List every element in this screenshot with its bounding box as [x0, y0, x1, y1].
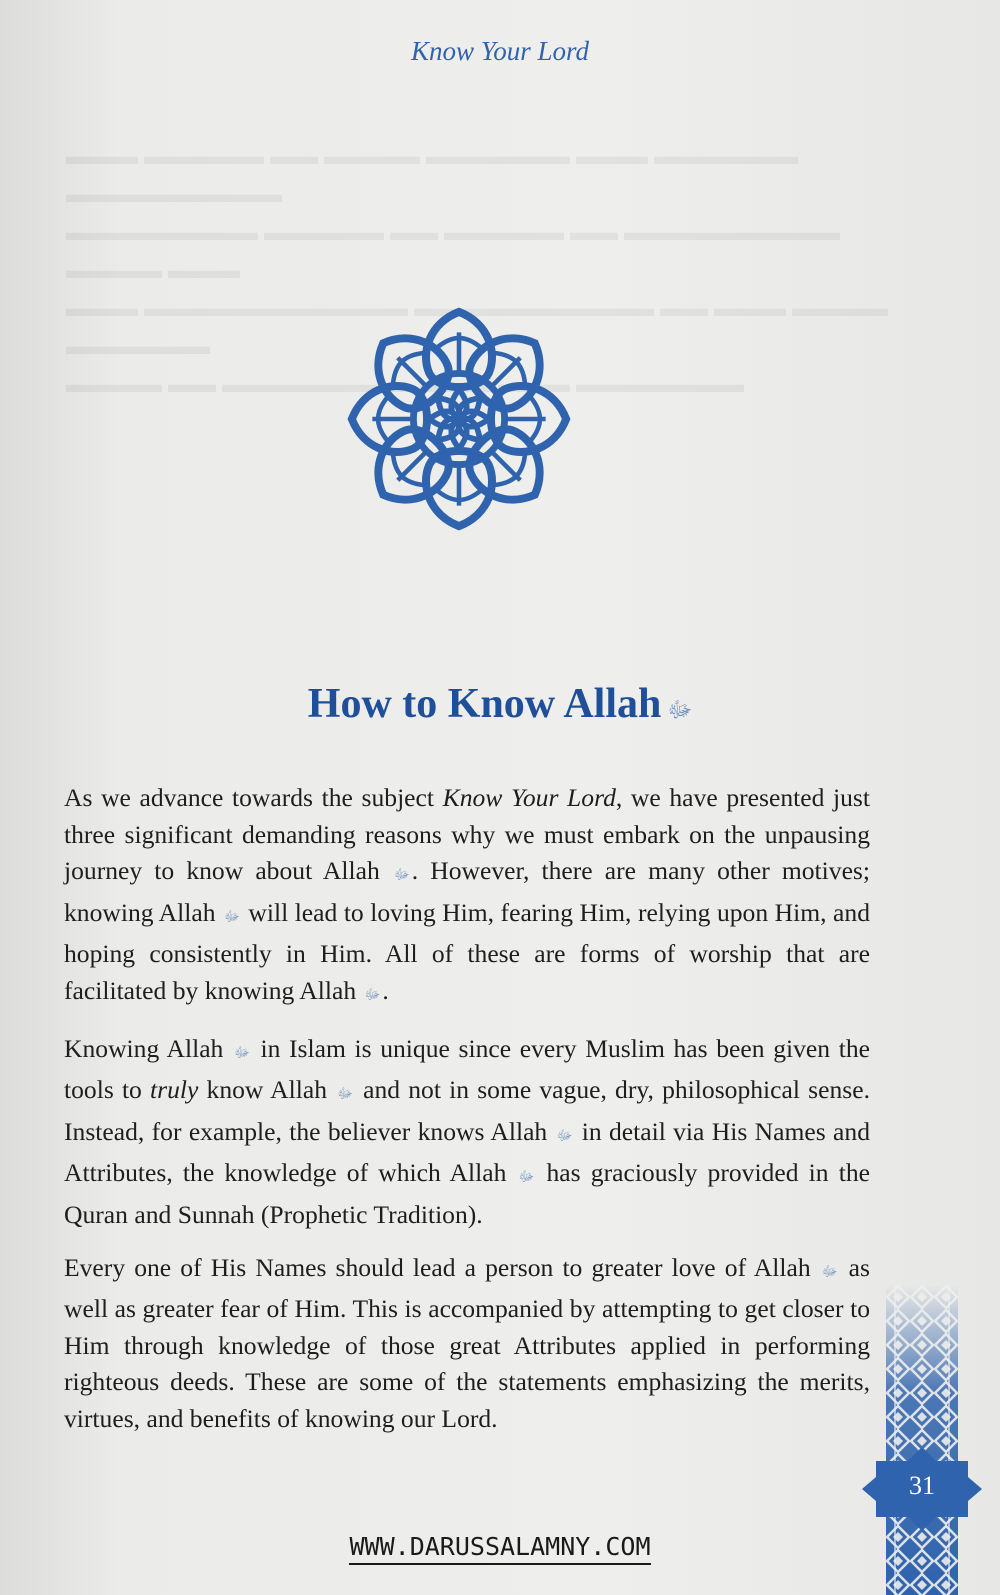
honorific-glyph: ﷻ [667, 697, 693, 722]
running-head: Know Your Lord [410, 36, 590, 66]
rosette-ornament-icon [345, 305, 573, 533]
heading-text: How to Know Allah [307, 681, 662, 727]
page-number: 31 [909, 1471, 935, 1500]
paragraph-1: As we advance towards the subject Know Your Lord, we have presented just three significant demanding reasons why we must embark on the unpausing journey to know about Allah ﷻ. However, there are many other motives; knowing Allah ﷻ will lead to loving Him, fearing Him, relying upon Him, and hoping consistently in Him. All of these are forms of worship that are facilitated by knowing Allah ﷻ. [64, 783, 870, 1005]
paragraph-3: Every one of His Names should lead a person to greater love of Allah ﷻ as well as greater fear of Him. This is accompanied by attempting to get closer to Him through knowledge of those great Attributes applied in performing righteous deeds. These are some of the statements emphasizing the merits, virtues, and benefits of knowing our Lord. [64, 1252, 871, 1433]
body-text [64, 780, 870, 1454]
watermark: WWW.DARUSSALAMNY.COM [0, 1532, 1000, 1561]
bleed-through-text: ▬▬▬ ▬▬▬▬▬ ▬▬ ▬▬▬▬ ▬▬▬▬▬▬ ▬▬▬ ▬▬▬▬▬▬ ▬▬▬▬▬▬▬▬▬ ▬▬▬▬▬▬▬▬ ▬▬▬▬▬ ▬▬ ▬▬▬▬▬ ▬▬ ▬▬▬▬▬▬▬▬▬ ▬▬▬▬ ▬▬▬ ▬▬▬ ▬▬▬▬▬▬▬▬▬▬▬ ▬▬▬▬▬▬▬▬▬▬ ▬▬ ▬▬▬ ▬▬▬▬ ▬▬▬▬▬▬ ▬▬▬▬ ▬▬ ▬▬▬▬▬▬▬▬ ▬▬▬ ▬▬▬ ▬▬▬▬▬▬▬ [66, 144, 888, 398]
section-heading [0, 680, 1000, 728]
paragraph-2: Knowing Allah ﷻ in Islam is unique since every Muslim has been given the tools to truly know Allah ﷻ and not in some vague, dry, philosophical sense. Instead, for example, the believer knows Allah ﷻ in detail via His Names and Attributes, the knowledge of which Allah ﷻ has graciously provided in the Quran and Sunnah (Prophetic Tradition). [64, 1033, 870, 1229]
